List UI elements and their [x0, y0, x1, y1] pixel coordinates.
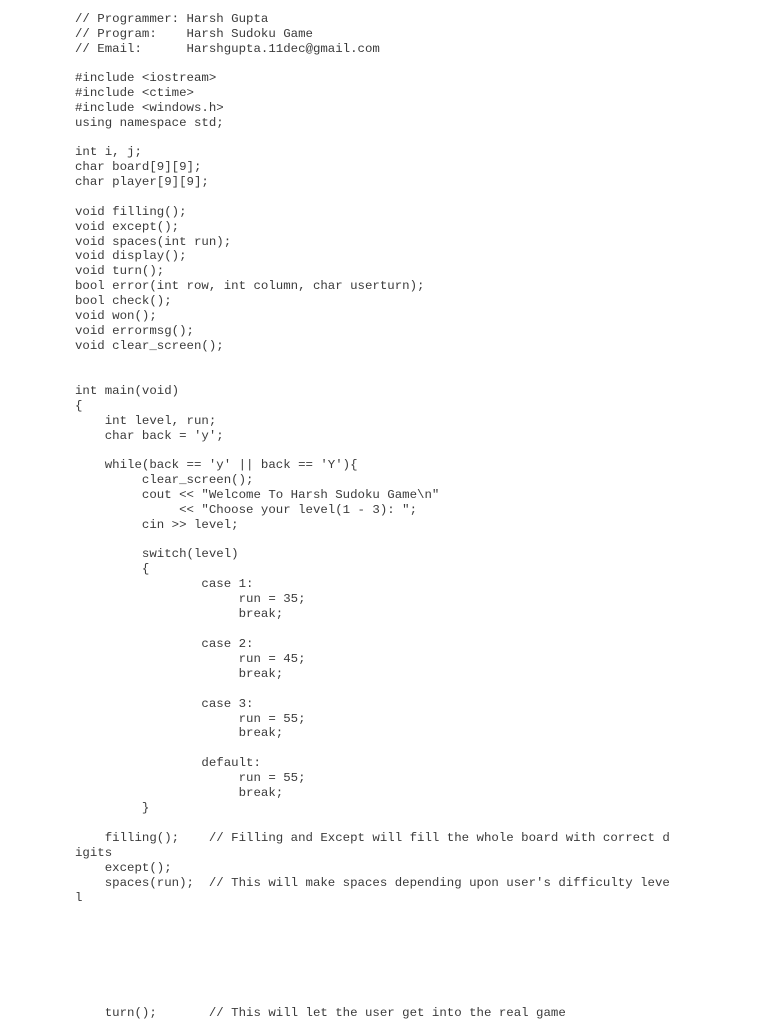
code-line: case 2:	[75, 637, 254, 651]
code-line: break;	[75, 786, 284, 800]
code-line: cin >> level;	[75, 518, 239, 532]
code-line: spaces(run); // This will make spaces depending upon user's difficulty leve	[75, 876, 670, 890]
code-line: except();	[75, 861, 172, 875]
code-line: turn(); // This will let the user get into the real game	[75, 1006, 566, 1020]
code-line: l	[75, 891, 83, 905]
code-line: case 1:	[75, 577, 254, 591]
code-line: {	[75, 562, 150, 576]
code-line: clear_screen();	[75, 473, 254, 487]
code-line: void turn();	[75, 264, 165, 278]
code-line: run = 35;	[75, 592, 306, 606]
code-line: break;	[75, 667, 284, 681]
code-line: void display();	[75, 249, 187, 263]
code-line: break;	[75, 726, 284, 740]
code-line: run = 55;	[75, 771, 306, 785]
code-line: << "Choose your level(1 - 3): ";	[75, 503, 418, 517]
code-line: // Programmer: Harsh Gupta	[75, 12, 269, 26]
code-line: bool check();	[75, 294, 172, 308]
code-line: #include <windows.h>	[75, 101, 224, 115]
code-line: using namespace std;	[75, 116, 224, 130]
code-line: char player[9][9];	[75, 175, 209, 189]
code-line: void won();	[75, 309, 157, 323]
code-line: cout << "Welcome To Harsh Sudoku Game\n"	[75, 488, 440, 502]
code-line: run = 55;	[75, 712, 306, 726]
code-line: void spaces(int run);	[75, 235, 232, 249]
code-line: }	[75, 801, 150, 815]
code-line: switch(level)	[75, 547, 239, 561]
code-line: char back = 'y';	[75, 429, 224, 443]
code-line: case 3:	[75, 697, 254, 711]
code-line: void except();	[75, 220, 180, 234]
code-line: run = 45;	[75, 652, 306, 666]
code-line: char board[9][9];	[75, 160, 202, 174]
code-line: int i, j;	[75, 145, 142, 159]
code-line: default:	[75, 756, 261, 770]
code-line: while(back == 'y' || back == 'Y'){	[75, 458, 358, 472]
code-line: void filling();	[75, 205, 187, 219]
code-line: int main(void)	[75, 384, 180, 398]
code-line: void errormsg();	[75, 324, 194, 338]
code-line: #include <ctime>	[75, 86, 194, 100]
code-line: igits	[75, 846, 113, 860]
code-line: {	[75, 399, 83, 413]
code-line: void clear_screen();	[75, 339, 224, 353]
code-line: #include <iostream>	[75, 71, 217, 85]
code-line: // Program: Harsh Sudoku Game	[75, 27, 313, 41]
code-line: break;	[75, 607, 284, 621]
code-line: // Email: Harshgupta.11dec@gmail.com	[75, 42, 380, 56]
code-line: int level, run;	[75, 414, 217, 428]
code-line: bool error(int row, int column, char userturn);	[75, 279, 425, 293]
code-line: filling(); // Filling and Except will fill the whole board with correct d	[75, 831, 670, 845]
